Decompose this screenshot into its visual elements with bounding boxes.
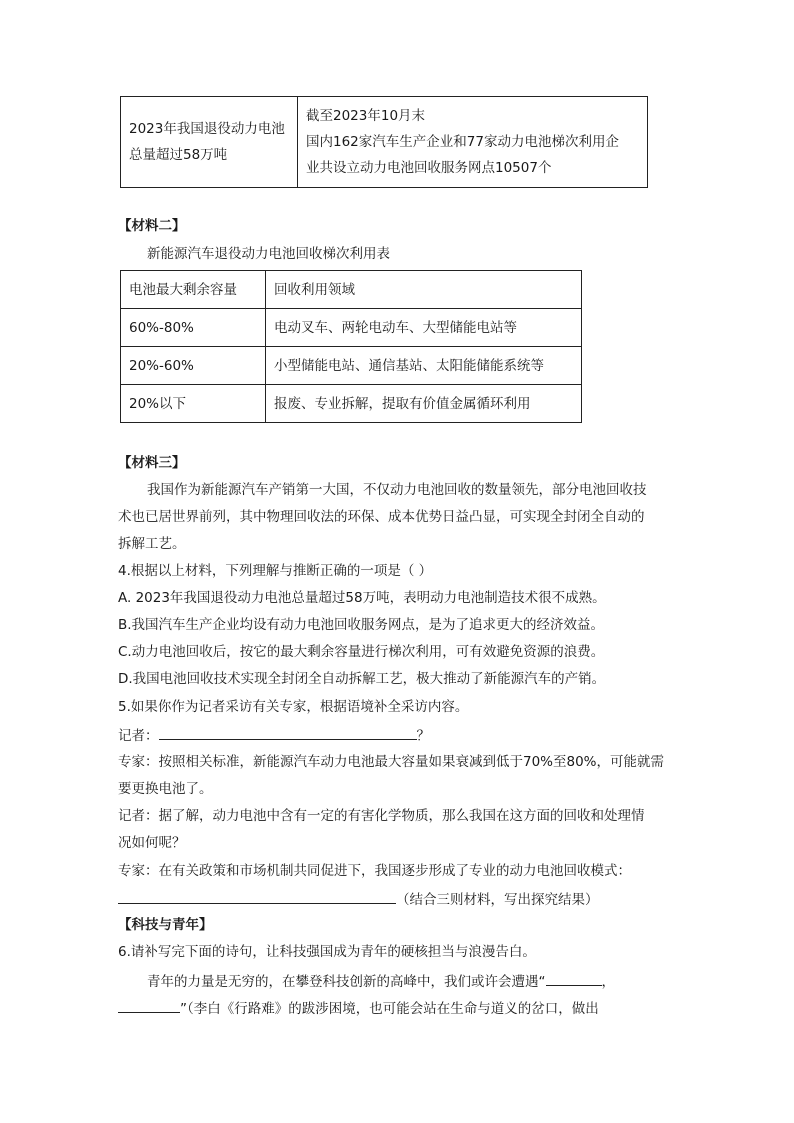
table-cell: 20%-60% — [121, 347, 266, 385]
answer-instruction: （结合三则材料，写出探究结果） — [396, 892, 599, 908]
answer-blank[interactable] — [118, 888, 396, 904]
passage-text: ”（李白《行路难》的跋涉困境，也可能会站在生命与道义的岔口，做出 — [180, 1001, 599, 1017]
table-cell — [121, 97, 298, 188]
option-c: C.动力电池回收后，按它的最大剩余容量进行梯次利用，可有效避免资源的浪费。 — [118, 644, 605, 660]
paragraph-line: 术也已居世界前列，其中物理回收法的环保、成本优势日益凸显，可实现全封闭全自动的 — [118, 509, 645, 525]
retired-battery-total: 2023年我国退役动力电池总量超过58万吨 — [129, 121, 285, 163]
reporter-question-2: 记者：据了解，动力电池中含有一定的有害化学物质，那么我国在这方面的回收和处理情 — [118, 808, 645, 824]
option-b: B.我国汽车生产企业均设有动力电池回收服务网点，是为了追求更大的经济效益。 — [118, 617, 605, 633]
speaker-label: 记者： — [118, 728, 159, 744]
table-cell: 电动叉车、两轮电动车、大型储能电站等 — [266, 309, 582, 347]
table-caption: 新能源汽车退役动力电池回收梯次利用表 — [147, 246, 390, 262]
question-5-stem: 5.如果你作为记者采访有关专家，根据语境补全采访内容。 — [118, 699, 469, 715]
table-row — [121, 97, 648, 188]
table-cell: 20%以下 — [121, 385, 266, 423]
statistics-table — [120, 96, 648, 188]
material2-heading: 【材料二】 — [118, 218, 186, 234]
passage-text: 青年的力量是无穷的，在攀登科技创新的高峰中，我们或许会遭遇“ — [147, 974, 546, 990]
table-cell: 报废、专业拆解，提取有价值金属循环利用 — [266, 385, 582, 423]
poem-passage-line — [147, 970, 615, 992]
passage-text: ， — [601, 974, 615, 990]
expert-answer-2: 专家：在有关政策和市场机制共同促进下，我国逐步形成了专业的动力电池回收模式： — [118, 863, 631, 879]
paragraph-line: 我国作为新能源汽车产销第一大国，不仅动力电池回收的数量领先，部分电池回收技 — [147, 482, 647, 498]
reporter-question-1 — [118, 724, 430, 746]
expert-answer-1: 专家：按照相关标准，新能源汽车动力电池最大容量如果衰减到低于70%至80%，可能就需 — [118, 754, 665, 770]
poem-blank[interactable] — [118, 997, 180, 1013]
answer-blank[interactable] — [159, 724, 417, 740]
table-row — [121, 309, 582, 347]
option-d: D.我国电池回收技术实现全封闭全自动拆解工艺，极大推动了新能源汽车的产销。 — [118, 671, 606, 687]
table-cell: 小型储能电站、通信基站、太阳能储能系统等 — [266, 347, 582, 385]
question-mark: ？ — [416, 728, 430, 744]
paragraph-line: 拆解工艺。 — [118, 536, 186, 552]
reporter-question-2-cont: 况如何呢？ — [118, 835, 186, 851]
expert-answer-1-cont: 要更换电池了。 — [118, 781, 213, 797]
table-cell-line: 业共设立动力电池回收服务网点10507个 — [306, 160, 552, 176]
question-4-stem: 4.根据以上材料，下列理解与推断正确的一项是（ ） — [118, 563, 433, 579]
column-header: 电池最大剩余容量 — [121, 271, 266, 309]
table-row — [121, 385, 582, 423]
table-cell-line: 截至2023年10月末 — [306, 108, 426, 124]
section-heading: 【科技与青年】 — [118, 917, 213, 933]
poem-passage-line — [118, 997, 599, 1019]
option-a: A. 2023年我国退役动力电池总量超过58万吨，表明动力电池制造技术很不成熟。 — [118, 590, 606, 606]
table-cell-line: 国内162家汽车生产企业和77家动力电池梯次利用企 — [306, 134, 619, 150]
poem-blank[interactable] — [546, 970, 602, 986]
material3-heading: 【材料三】 — [118, 455, 186, 471]
recycling-table — [120, 270, 582, 423]
expert-answer-2-line — [118, 888, 599, 910]
question-6-stem: 6.请补写完下面的诗句，让科技强国成为青年的硬核担当与浪漫告白。 — [118, 944, 536, 960]
table-row — [121, 347, 582, 385]
table-header-row — [121, 271, 582, 309]
table-cell — [298, 97, 648, 188]
column-header: 回收利用领域 — [266, 271, 582, 309]
table-cell: 60%-80% — [121, 309, 266, 347]
